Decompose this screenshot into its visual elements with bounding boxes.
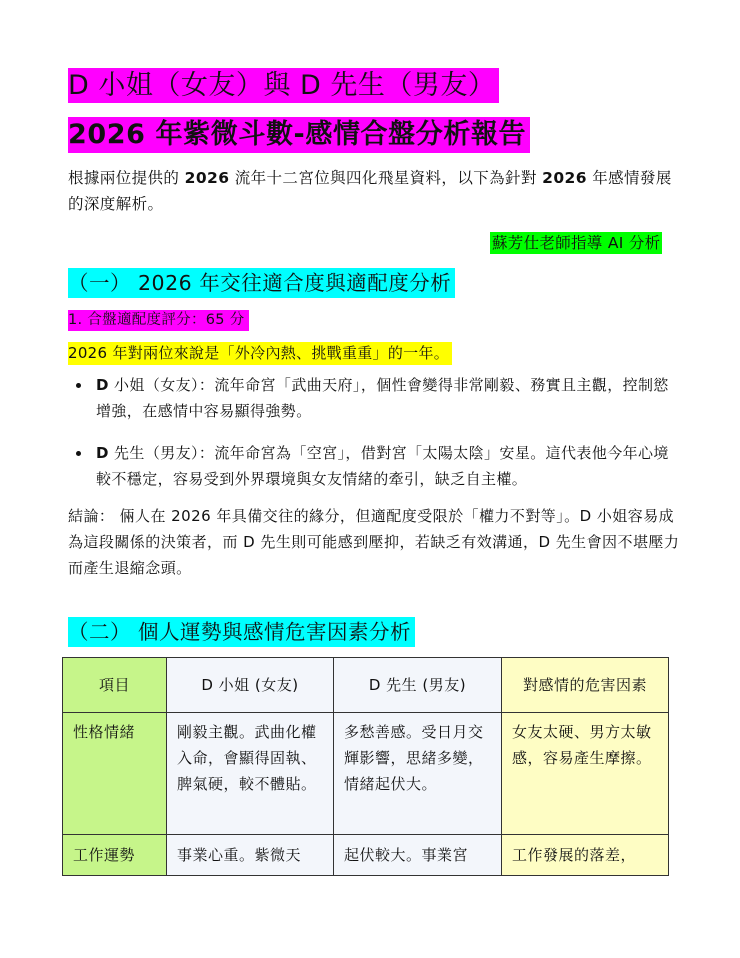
table-row bbox=[63, 713, 669, 835]
intro-paragraph bbox=[68, 165, 678, 217]
bullet-item-mr-d bbox=[68, 440, 680, 492]
cell-miss-d: 剛毅主觀。武曲化權入命，會顯得固執、脾氣硬，較不體貼。 bbox=[167, 713, 334, 835]
intro-text-3: 年感情發展的深度解析。 bbox=[68, 169, 672, 213]
section-heading-compatibility: （一） 2026 年交往適合度與適配度分析 bbox=[68, 268, 455, 298]
header-mr-d: D 先生 (男友) bbox=[334, 658, 502, 713]
bullet-item-miss-d bbox=[68, 372, 680, 424]
cell-mr-d: 起伏較大。事業宮 bbox=[334, 835, 502, 876]
bullet-name: D bbox=[96, 444, 109, 462]
bullet-dot-icon bbox=[76, 383, 81, 388]
table-header-row bbox=[63, 658, 669, 713]
table-row bbox=[63, 835, 669, 876]
intro-year-2: 2026 bbox=[542, 169, 587, 187]
section-heading-risk-factors: （二） 個人運勢與感情危害因素分析 bbox=[68, 617, 415, 647]
year-summary: 2026 年對兩位來說是「外冷內熱、挑戰重重」的一年。 bbox=[68, 342, 452, 365]
cell-miss-d: 事業心重。紫微天 bbox=[167, 835, 334, 876]
risk-factor-table bbox=[62, 657, 669, 876]
header-miss-d: D 小姐 (女友) bbox=[167, 658, 334, 713]
header-item: 項目 bbox=[63, 658, 167, 713]
report-title-line2: 2026 年紫微斗數-感情合盤分析報告 bbox=[68, 117, 530, 153]
compatibility-score: 1. 合盤適配度評分：65 分 bbox=[68, 310, 249, 331]
row-label: 性格情緒 bbox=[63, 713, 167, 835]
header-risk-factor: 對感情的危害因素 bbox=[502, 658, 669, 713]
report-title-line1: D 小姐（女友）與 D 先生（男友） bbox=[68, 68, 499, 103]
cell-risk: 女友太硬、男方太敏感，容易產生摩擦。 bbox=[502, 713, 669, 835]
person-bullet-list bbox=[68, 372, 680, 508]
bullet-dot-icon bbox=[76, 451, 81, 456]
intro-text-2: 流年十二宮位與四化飛星資料，以下為針對 bbox=[229, 169, 543, 187]
bullet-text: 先生（男友）：流年命宮為「空宮」，借對宮「太陽太陰」安星。這代表他今年心境較不穩定，容易受到外界環境與女友情緒的牽引，缺乏自主權。 bbox=[96, 444, 669, 488]
row-label: 工作運勢 bbox=[63, 835, 167, 876]
intro-year-1: 2026 bbox=[184, 169, 230, 187]
intro-text-1: 根據兩位提供的 bbox=[68, 169, 185, 187]
conclusion-paragraph: 結論： 倆人在 2026 年具備交往的緣分，但適配度受限於「權力不對等」。D 小姐容易成為這段關係的決策者，而 D 先生則可能感到壓抑，若缺乏有效溝通，D 先生會因不堪壓力而產生退縮念頭。 bbox=[68, 507, 680, 577]
author-credit: 蘇芳仕老師指導 AI 分析 bbox=[492, 234, 661, 252]
cell-risk: 工作發展的落差， bbox=[502, 835, 669, 876]
bullet-name: D bbox=[96, 376, 109, 394]
cell-mr-d: 多愁善感。受日月交輝影響，思緒多變，情緒起伏大。 bbox=[334, 713, 502, 835]
bullet-text: 小姐（女友）：流年命宮「武曲天府」，個性會變得非常剛毅、務實且主觀，控制慾增強，在感情中容易顯得強勢。 bbox=[96, 376, 669, 420]
